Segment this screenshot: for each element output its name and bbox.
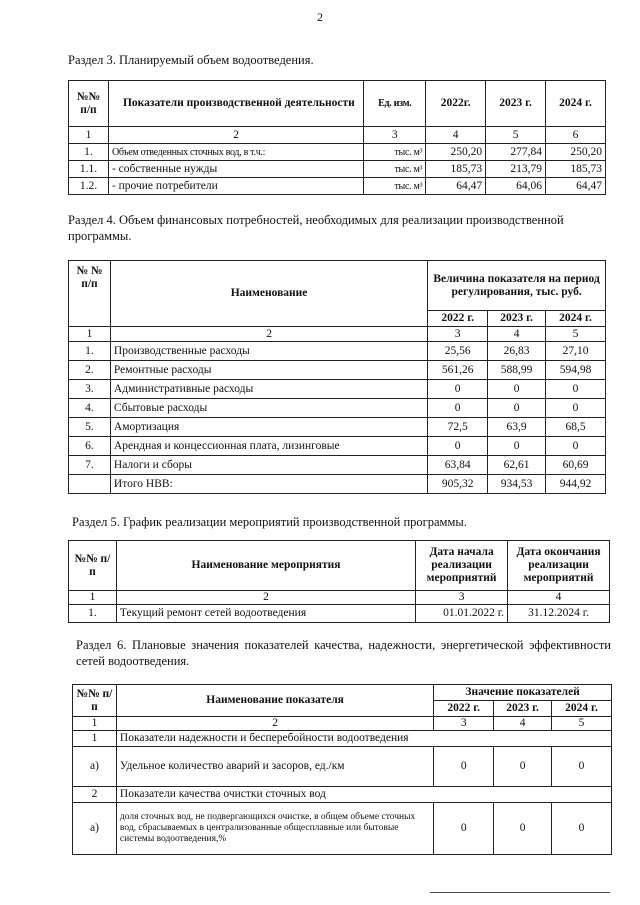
index-row [69,327,606,342]
row-value: 0 [494,747,552,787]
row-value: 63,84 [428,456,488,475]
row-value: 185,73 [546,161,606,178]
bottom-rule [430,892,610,893]
table-row [69,456,606,475]
col-2024: 2024 г. [546,311,606,327]
row-value: 561,26 [428,361,488,380]
section3-table [68,80,606,195]
row-name: - собственные нужды [108,161,363,178]
row-num: 1. [69,342,111,361]
row-value: 185,73 [426,161,486,178]
row-value: 250,20 [546,144,606,161]
index-cell: 4 [508,591,610,605]
value-group-header: Величина показателя на период регулирования, тыс. руб. [428,261,606,311]
col-2022: 2022г. [426,81,486,127]
table-row [69,342,606,361]
group-row [73,731,612,747]
row-name: Объем отведенных сточных вод, в т.ч.: [108,144,363,161]
row-value: 72,5 [428,418,488,437]
row-value: 277,84 [486,144,546,161]
group-num: 2 [73,787,117,803]
col-end-date: Дата окончания реализации мероприятий [508,541,610,591]
row-value: 0 [488,399,546,418]
row-value: 250,20 [426,144,486,161]
col-num: №№ п/п [73,685,117,717]
row-value: 213,79 [486,161,546,178]
total-value: 944,92 [546,475,606,494]
group-label: Показатели надежности и бесперебойности водоотведения [116,731,611,747]
row-name: Административные расходы [110,380,427,399]
row-num [69,475,111,494]
table-row [69,380,606,399]
row-end-date: 31.12.2024 г. [508,605,610,623]
col-name: Наименование мероприятия [116,541,415,591]
table-row [69,161,606,178]
total-label: Итого НВВ: [110,475,427,494]
row-value: 25,56 [428,342,488,361]
total-value: 905,32 [428,475,488,494]
col-unit: Ед. изм. [364,81,426,127]
row-unit: тыс. м³ [364,178,426,195]
table-row [73,747,612,787]
index-cell: 3 [416,591,508,605]
index-cell: 1 [69,591,117,605]
index-cell: 1 [69,127,109,144]
row-value: 0 [434,747,494,787]
row-value: 64,06 [486,178,546,195]
table-row [69,144,606,161]
index-row [73,717,612,731]
row-name: Удельное количество аварий и засоров, ед./км [116,747,433,787]
row-num: 6. [69,437,111,456]
col-num: №№ п/п [69,81,109,127]
row-value: 62,61 [488,456,546,475]
index-cell: 5 [486,127,546,144]
group-row [73,787,612,803]
col-num: № № п/п [69,261,111,327]
row-unit: тыс. м³ [364,161,426,178]
row-value: 63,9 [488,418,546,437]
index-cell: 4 [426,127,486,144]
col-2022: 2022 г. [434,701,494,717]
row-value: 588,99 [488,361,546,380]
row-num: 3. [69,380,111,399]
row-name: Текущий ремонт сетей водоотведения [116,605,415,623]
table-header-row [69,541,610,591]
row-start-date: 01.01.2022 г. [416,605,508,623]
row-name: Арендная и концессионная плата, лизинговые [110,437,427,456]
col-start-date: Дата начала реализации мероприятий [416,541,508,591]
index-row [69,591,610,605]
row-value: 0 [494,803,552,855]
row-name: - прочие потребители [108,178,363,195]
row-num: 4. [69,399,111,418]
row-value: 0 [552,803,612,855]
row-unit: тыс. м³ [364,144,426,161]
index-cell: 4 [494,717,552,731]
index-cell: 2 [116,717,433,731]
row-value: 0 [434,803,494,855]
row-value: 0 [428,437,488,456]
row-value: 0 [428,399,488,418]
row-num: 5. [69,418,111,437]
table-row [73,803,612,855]
total-row [69,475,606,494]
row-name: Сбытовые расходы [110,399,427,418]
col-name: Показатели производственной деятельности [108,81,363,127]
col-name: Наименование показателя [116,685,433,717]
col-2024: 2024 г. [546,81,606,127]
col-name: Наименование [110,261,427,327]
index-cell: 3 [364,127,426,144]
row-name: доля сточных вод, не подвергающихся очистке, в общем объеме сточных вод, сбрасываемых в централизованные общесплавные или бытовые системы водоотведения,% [116,803,433,855]
index-cell: 5 [552,717,612,731]
value-group-header: Значение показателей [434,685,612,701]
row-value: 0 [488,437,546,456]
group-num: 1 [73,731,117,747]
row-name: Ремонтные расходы [110,361,427,380]
col-num: №№ п/п [69,541,117,591]
table-row [69,361,606,380]
row-value: 0 [428,380,488,399]
section4-table [68,260,606,494]
col-2023: 2023 г. [494,701,552,717]
section5-title: Раздел 5. График реализации мероприятий производственной программы. [72,515,467,529]
index-cell: 1 [69,327,111,342]
group-label: Показатели качества очистки сточных вод [116,787,611,803]
table-row [69,399,606,418]
row-name: Налоги и сборы [110,456,427,475]
row-num: 7. [69,456,111,475]
row-num: 1. [69,144,109,161]
row-value: 64,47 [546,178,606,195]
row-value: 0 [552,747,612,787]
row-name: Амортизация [110,418,427,437]
index-cell: 5 [546,327,606,342]
index-cell: 4 [488,327,546,342]
total-value: 934,53 [488,475,546,494]
index-cell: 3 [428,327,488,342]
index-cell: 1 [73,717,117,731]
row-value: 60,69 [546,456,606,475]
row-value: 0 [546,380,606,399]
row-value: 27,10 [546,342,606,361]
col-2024: 2024 г. [552,701,612,717]
row-value: 0 [546,399,606,418]
index-cell: 6 [546,127,606,144]
row-num: а) [73,803,117,855]
row-num: 1.1. [69,161,109,178]
section4-title: Раздел 4. Объем финансовых потребностей, необходимых для реализации производственной программы. [68,213,564,243]
section3-title: Раздел 3. Планируемый объем водоотведения. [68,53,314,67]
index-cell: 3 [434,717,494,731]
row-num: 1.2. [69,178,109,195]
row-num: а) [73,747,117,787]
row-name: Производственные расходы [110,342,427,361]
table-header-row [69,81,606,127]
section6-title: Раздел 6. Плановые значения показателей качества, надежности, энергетической эффективности сетей водоотведения. [76,638,611,668]
table-header-row [73,685,612,701]
table-header-row [69,261,606,311]
section5-table [68,540,610,623]
index-cell: 2 [108,127,363,144]
page-number: 2 [317,10,323,24]
col-2023: 2023 г. [486,81,546,127]
table-row [69,178,606,195]
row-num: 1. [69,605,117,623]
row-value: 594,98 [546,361,606,380]
table-row [69,418,606,437]
col-2022: 2022 г. [428,311,488,327]
index-row [69,127,606,144]
row-num: 2. [69,361,111,380]
row-value: 26,83 [488,342,546,361]
row-value: 0 [546,437,606,456]
table-row [69,605,610,623]
index-cell: 2 [110,327,427,342]
row-value: 64,47 [426,178,486,195]
table-row [69,437,606,456]
col-2023: 2023 г. [488,311,546,327]
section6-table [72,684,612,855]
row-value: 0 [488,380,546,399]
row-value: 68,5 [546,418,606,437]
index-cell: 2 [116,591,415,605]
